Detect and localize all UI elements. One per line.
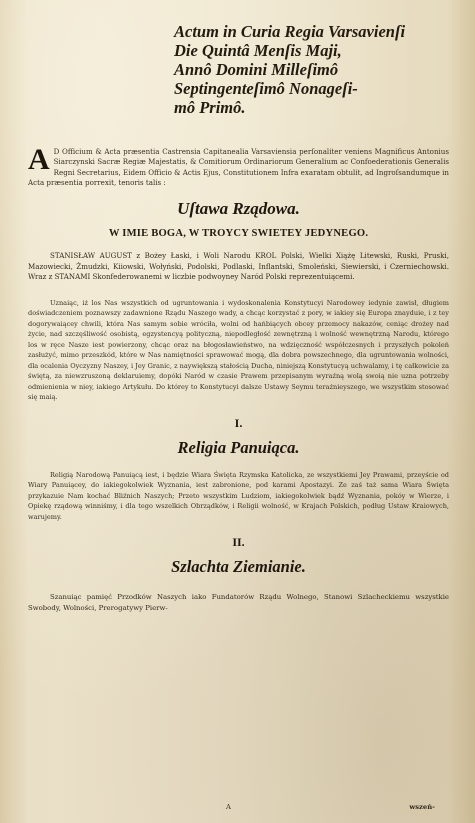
intro-line: Septingenteſimô Nonageſi-	[174, 79, 358, 98]
section-text: Religią Narodową Panuiącą iest, i będzie Wiara Święta Rzymska Katolicka, ze wszystkiemi Jey Prawami, przeyście od Wiary Panuiącey, do iakiegokolwiek Wyznania, iest zabronione, pod karami Apostazyi. Ze zaś taż sama Wiara Święta przykazuie Nam kochać Bliźnich Naszych; Przeto wszystkim Ludziom, iakiegokolwiek bądź Wyznania, pokóy w Wierze, i Opiekę rządową winniśmy, i dla tego wszelkich Obrządków, i Religii wolność, w Krajach Polskich, podług Ustaw Kraiowych, warujemy.	[28, 470, 449, 521]
preamble-text: D Officium & Acta præsentia Castrensia Capitanealia Varsaviensia perſonaliter veniens Magnificus Antonius Siarczynski Sacræ Regiæ Majestatis, & Comitiorum Ordinariorum Generalium ac Confoederationis Generalis Regni Secretarius, Eidem Officio & Actis Ejus, Constitutionem Infra exaratam obtulit, ad Ingroſsandumque in Acta præsentia porrexit, tenoris talis :	[28, 147, 449, 187]
section-heading: Szlachta Ziemianie.	[171, 557, 306, 577]
invocation: W IMIE BOGA, W TROYCY SWIETEY JEDYNEGO.	[108, 228, 369, 240]
section-numeral: I.	[234, 415, 243, 430]
signature-mark: A	[226, 803, 231, 811]
declaration-text: STANISŁAW AUGUST z Bożey Łaski, i Woli Narodu KROL Polski, Wielki Xiążę Litewski, Ruski, Pruski, Mazowiecki, Żmudzki, Kiiowski, Wołyński, Podolski, Podlaski, Inflantski, Smoleński, Siewierski, i Czerniechowski. Wraz z STANAMI Skonfederowanemi w liczbie podwoyney Naród Polski reprezentuiącemi.	[28, 251, 449, 282]
preamble-body	[28, 298, 449, 403]
catchword: wszeń-	[409, 803, 435, 811]
body-text: Uznaiąc, iż los Nas wszystkich od ugruntowania i wydoskonalenia Konstytucyi Narodowey iedynie zawisł, długiem doświadczeniem poznawszy zadawnione Rządu Naszego wady, a chcąc korzystać z pory, w iakiey się Europa znayduie, i z tey dogorywaiącey chwili, która Nas samym sobie wróciła, wolni od hańbiących obcey przemocy nakazów, ceniąc drożey nad życie, nad szczęśliwość osobistą, egzystencyą polityczną, niepodległość zewnętrzną i wolność wewnętrzną Narodu, którego los w ręce Nasze iest powierzony, chcąc oraz na błogosławieństwo, na wdzięczność współczesnych i przyszłych pokoleń zasłużyć, mimo przeszkód, które w Nas namiętności sprawować mogą, dla dobra powszechnego, dla ugruntowania wolności, dla ocalenia Oyczyzny Naszey, i Jey Granic, z naywiększą stałością Ducha, niniejszą Konstytucyą uchwalamy, i tę całkowicie za świętą, za niewzruszoną deklaruiemy, dopóki Naród w czasie Prawem przepisanym wyraźną wolą swoią nie uzna potrzeby odmienienia w niey, iakiego Artykułu. Do którey to Konstytucyi dalsze Ustawy Seymu teraźnieyszego, we wszystkim stosować się maią.	[28, 298, 449, 402]
section-heading: Religia Panuiąca.	[177, 437, 300, 457]
intro-line: Annô Domini Milleſimô	[174, 60, 339, 79]
intro-line: Die Quintâ Menſis Maji,	[174, 41, 342, 60]
intro-line: mô Primô.	[174, 98, 246, 117]
section-numeral: II.	[232, 535, 245, 550]
constitution-title: Uſtawa Rządowa.	[177, 199, 300, 219]
section-body	[28, 592, 449, 613]
royal-declaration	[28, 251, 449, 283]
latin-intro	[174, 22, 474, 117]
section-text: Szanuiąc pamięć Przodków Naszych iako Fundatorów Rządu Wolnego, Stanowi Szlacheckiemu wszystkie Swobody, Wolności, Prerogatywy Pierw-	[28, 593, 449, 612]
intro-line: Actum in Curia Regia Varsavienſi	[174, 22, 406, 41]
latin-preamble	[28, 143, 449, 188]
drop-cap: A	[28, 143, 50, 176]
section-body	[28, 470, 449, 523]
